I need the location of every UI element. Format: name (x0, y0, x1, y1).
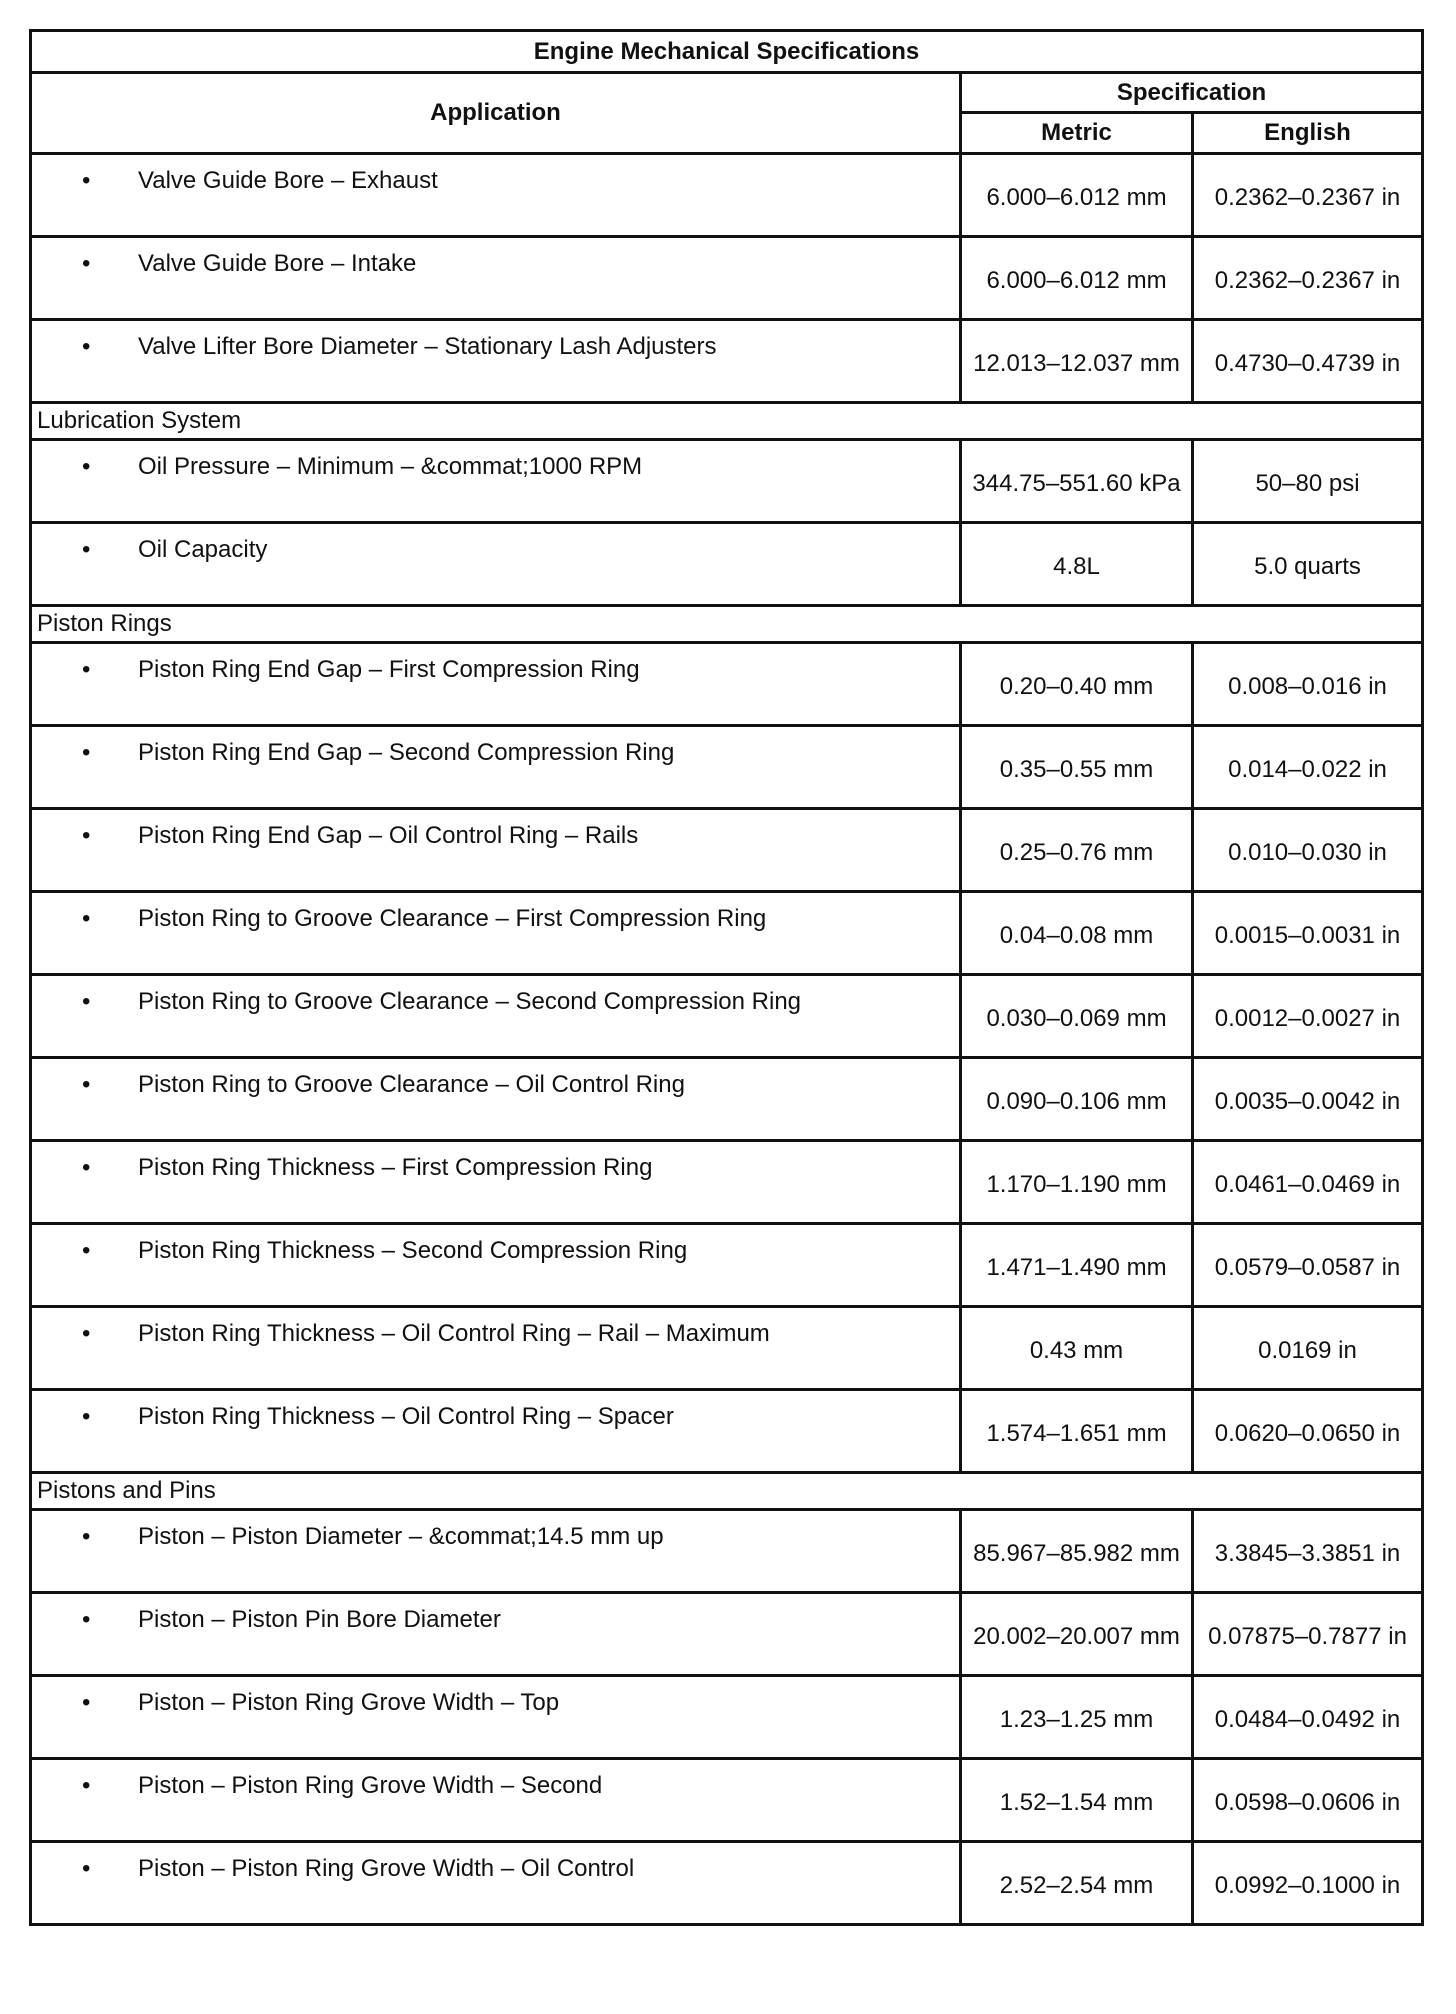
application-label: Piston – Piston Pin Bore Diameter (138, 1606, 501, 1633)
metric-value: 0.43 mm (961, 1307, 1193, 1390)
table-row (31, 975, 1423, 1058)
metric-value: 1.52–1.54 mm (961, 1759, 1193, 1842)
bullet-icon: • (82, 988, 91, 1015)
english-value: 0.2362–0.2367 in (1193, 154, 1423, 237)
english-value: 0.0169 in (1193, 1307, 1423, 1390)
col-header-application: Application (31, 73, 961, 154)
application-cell (31, 975, 961, 1058)
bullet-icon: • (82, 1523, 91, 1550)
english-value: 0.0598–0.0606 in (1193, 1759, 1423, 1842)
metric-value: 12.013–12.037 mm (961, 320, 1193, 403)
table-row (31, 154, 1423, 237)
bullet-icon: • (82, 822, 91, 849)
table-row (31, 523, 1423, 606)
section-row (31, 1473, 1423, 1510)
application-cell (31, 1390, 961, 1473)
application-label: Piston Ring Thickness – Oil Control Ring – Rail – Maximum (138, 1320, 770, 1347)
application-label: Piston Ring to Groove Clearance – First Compression Ring (138, 905, 767, 932)
english-value: 0.07875–0.7877 in (1193, 1593, 1423, 1676)
application-cell (31, 523, 961, 606)
header-row (31, 73, 1423, 113)
application-cell (31, 1593, 961, 1676)
english-value: 0.014–0.022 in (1193, 726, 1423, 809)
application-label: Valve Lifter Bore Diameter – Stationary Lash Adjusters (138, 333, 717, 360)
metric-value: 6.000–6.012 mm (961, 154, 1193, 237)
application-cell (31, 1141, 961, 1224)
metric-value: 0.20–0.40 mm (961, 643, 1193, 726)
bullet-icon: • (82, 1772, 91, 1799)
table-body (31, 154, 1423, 1925)
table-row (31, 892, 1423, 975)
col-header-specification: Specification (961, 73, 1423, 113)
metric-value: 1.23–1.25 mm (961, 1676, 1193, 1759)
application-cell (31, 809, 961, 892)
application-label: Oil Capacity (138, 536, 268, 563)
metric-value: 344.75–551.60 kPa (961, 440, 1193, 523)
application-cell (31, 1676, 961, 1759)
metric-value: 1.574–1.651 mm (961, 1390, 1193, 1473)
section-row (31, 606, 1423, 643)
metric-value: 1.170–1.190 mm (961, 1141, 1193, 1224)
table-row (31, 1307, 1423, 1390)
english-value: 0.0579–0.0587 in (1193, 1224, 1423, 1307)
table-row (31, 1390, 1423, 1473)
application-cell (31, 237, 961, 320)
metric-value: 1.471–1.490 mm (961, 1224, 1193, 1307)
table-row (31, 726, 1423, 809)
application-cell (31, 320, 961, 403)
application-cell (31, 892, 961, 975)
metric-value: 2.52–2.54 mm (961, 1842, 1193, 1925)
metric-value: 6.000–6.012 mm (961, 237, 1193, 320)
col-header-metric: Metric (961, 113, 1193, 154)
application-label: Piston Ring End Gap – Second Compression Ring (138, 739, 675, 766)
table-row (31, 1759, 1423, 1842)
bullet-icon: • (82, 905, 91, 932)
application-label: Piston Ring Thickness – Second Compression Ring (138, 1237, 688, 1264)
table-row (31, 1058, 1423, 1141)
english-value: 0.008–0.016 in (1193, 643, 1423, 726)
table-row (31, 643, 1423, 726)
application-label: Piston Ring to Groove Clearance – Second Compression Ring (138, 988, 802, 1015)
application-label: Piston Ring Thickness – First Compression Ring (138, 1154, 653, 1181)
english-value: 0.010–0.030 in (1193, 809, 1423, 892)
bullet-icon: • (82, 453, 91, 480)
bullet-icon: • (82, 250, 91, 277)
application-cell (31, 1759, 961, 1842)
english-value: 0.0035–0.0042 in (1193, 1058, 1423, 1141)
english-value: 3.3845–3.3851 in (1193, 1510, 1423, 1593)
metric-value: 4.8L (961, 523, 1193, 606)
english-value: 0.0461–0.0469 in (1193, 1141, 1423, 1224)
english-value: 0.0484–0.0492 in (1193, 1676, 1423, 1759)
application-cell (31, 1307, 961, 1390)
table-row (31, 809, 1423, 892)
table-title: Engine Mechanical Specifications (31, 31, 1423, 73)
english-value: 0.0620–0.0650 in (1193, 1390, 1423, 1473)
application-label: Piston – Piston Diameter – &commat;14.5 mm up (138, 1523, 664, 1550)
application-cell (31, 1510, 961, 1593)
application-cell (31, 1224, 961, 1307)
section-label: Pistons and Pins (31, 1473, 1423, 1510)
bullet-icon: • (82, 739, 91, 766)
metric-value: 0.35–0.55 mm (961, 726, 1193, 809)
metric-value: 0.25–0.76 mm (961, 809, 1193, 892)
application-label: Valve Guide Bore – Intake (138, 250, 417, 277)
bullet-icon: • (82, 1320, 91, 1347)
english-value: 0.2362–0.2367 in (1193, 237, 1423, 320)
bullet-icon: • (82, 1689, 91, 1716)
metric-value: 0.04–0.08 mm (961, 892, 1193, 975)
application-cell (31, 440, 961, 523)
bullet-icon: • (82, 1403, 91, 1430)
application-label: Piston – Piston Ring Grove Width – Second (138, 1772, 603, 1799)
metric-value: 85.967–85.982 mm (961, 1510, 1193, 1593)
table-row (31, 1510, 1423, 1593)
table-row (31, 1141, 1423, 1224)
spec-table (29, 29, 1424, 1926)
bullet-icon: • (82, 1237, 91, 1264)
application-label: Valve Guide Bore – Exhaust (138, 167, 438, 194)
application-cell (31, 154, 961, 237)
bullet-icon: • (82, 333, 91, 360)
application-label: Piston Ring Thickness – Oil Control Ring – Spacer (138, 1403, 674, 1430)
application-label: Piston – Piston Ring Grove Width – Oil Control (138, 1855, 635, 1882)
application-cell (31, 726, 961, 809)
english-value: 0.0012–0.0027 in (1193, 975, 1423, 1058)
application-cell (31, 1058, 961, 1141)
table-row (31, 1842, 1423, 1925)
bullet-icon: • (82, 1855, 91, 1882)
application-label: Oil Pressure – Minimum – &commat;1000 RPM (138, 453, 643, 480)
table-row (31, 320, 1423, 403)
section-label: Piston Rings (31, 606, 1423, 643)
english-value: 0.0015–0.0031 in (1193, 892, 1423, 975)
application-label: Piston Ring End Gap – Oil Control Ring – Rails (138, 822, 639, 849)
table-row (31, 237, 1423, 320)
bullet-icon: • (82, 167, 91, 194)
english-value: 0.4730–0.4739 in (1193, 320, 1423, 403)
bullet-icon: • (82, 1071, 91, 1098)
bullet-icon: • (82, 656, 91, 683)
table-row (31, 1224, 1423, 1307)
metric-value: 0.030–0.069 mm (961, 975, 1193, 1058)
bullet-icon: • (82, 1606, 91, 1633)
bullet-icon: • (82, 536, 91, 563)
metric-value: 20.002–20.007 mm (961, 1593, 1193, 1676)
table-row (31, 1676, 1423, 1759)
application-cell (31, 643, 961, 726)
table-row (31, 440, 1423, 523)
section-row (31, 403, 1423, 440)
application-cell (31, 1842, 961, 1925)
english-value: 50–80 psi (1193, 440, 1423, 523)
table-row (31, 1593, 1423, 1676)
english-value: 5.0 quarts (1193, 523, 1423, 606)
application-label: Piston – Piston Ring Grove Width – Top (138, 1689, 560, 1716)
bullet-icon: • (82, 1154, 91, 1181)
section-label: Lubrication System (31, 403, 1423, 440)
title-row (31, 31, 1423, 73)
application-label: Piston Ring to Groove Clearance – Oil Control Ring (138, 1071, 685, 1098)
application-label: Piston Ring End Gap – First Compression Ring (138, 656, 640, 683)
english-value: 0.0992–0.1000 in (1193, 1842, 1423, 1925)
metric-value: 0.090–0.106 mm (961, 1058, 1193, 1141)
col-header-english: English (1193, 113, 1423, 154)
